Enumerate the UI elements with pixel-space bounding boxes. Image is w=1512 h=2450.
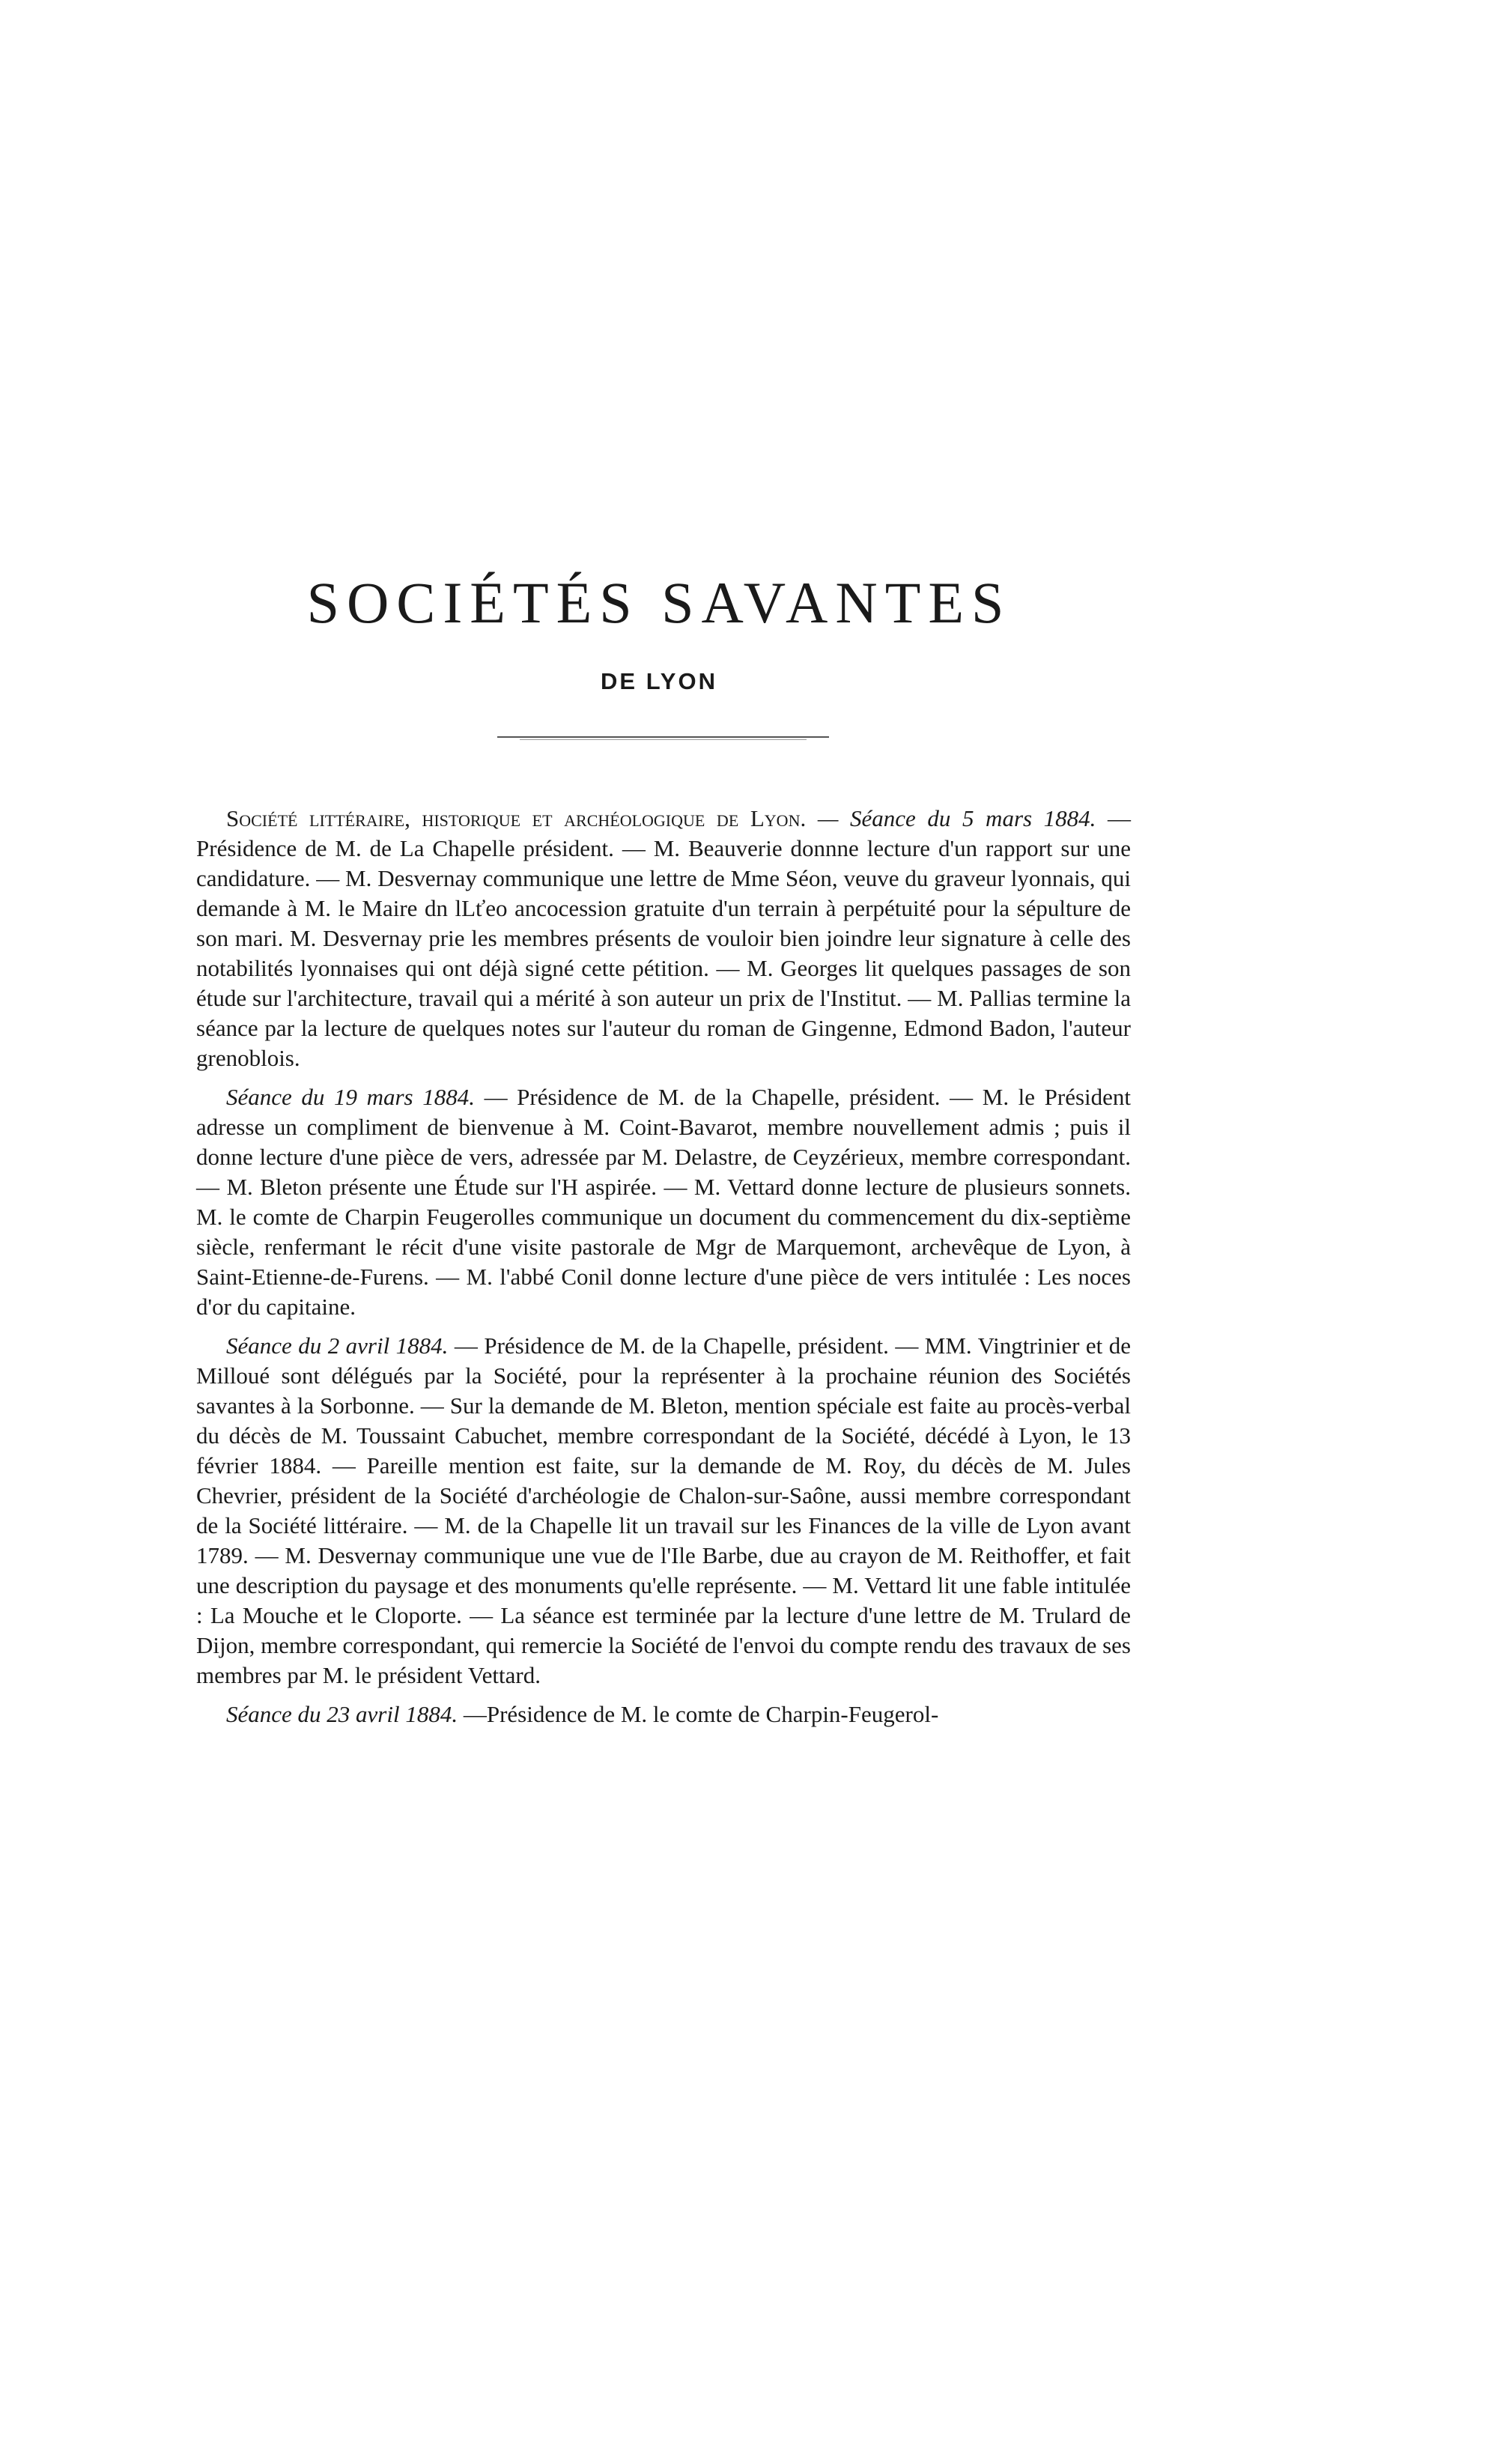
page-title: SOCIÉTÉS SAVANTES: [306, 570, 1012, 635]
seance-heading: Séance du 23 avril 1884.: [226, 1701, 458, 1727]
paragraph-seance-23-avril: [196, 1699, 1131, 1729]
paragraph-seance-2-avril: [196, 1331, 1131, 1691]
seance-heading: Séance du 2 avril 1884.: [226, 1332, 449, 1359]
society-name: Société littéraire, historique et archéologique de Lyon.: [226, 805, 807, 831]
paragraph-text: — Présidence de M. de la Chapelle, président. — MM. Vingtrinier et de Milloué sont délégués par la Société, pour la représenter à la prochaine réunion des Sociétés savantes à la Sorbonne. — Sur la demande de M. Bleton, mention spéciale est faite au procès-verbal du décès de M. Toussaint Cabuchet, membre correspondant de la Société, décédé à Lyon, le 13 février 1884. — Pareille mention est faite, sur la demande de M. Roy, du décès de M. Jules Chevrier, président de la Société d'archéologie de Chalon-sur-Saône, aussi membre correspondant de la Société littéraire. — M. de la Chapelle lit un travail sur les Finances de la ville de Lyon avant 1789. — M. Desvernay communique une vue de l'Ile Barbe, due au crayon de M. Reithoffer, et fait une description du paysage et des monuments qu'elle représente. — M. Vettard lit une fable intitulée : La Mouche et le Cloporte. — La séance est terminée par la lecture d'une lettre de M. Trulard de Dijon, membre correspondant, qui remercie la Société de l'envoi du compte rendu des travaux de ses membres par M. le président Vettard.: [196, 1332, 1132, 1688]
title-divider: [497, 736, 829, 738]
page-subtitle: DE LYON: [601, 668, 717, 694]
paragraph-text: — Présidence de M. de la Chapelle, président. — M. le Président adresse un compliment de bienvenue à M. Coint-Bavarot, membre nouvellement admis ; puis il donne lecture d'une pièce de vers, adressée par M. Delastre, de Ceyzérieux, membre correspondant. — M. Bleton présente une Étude sur l'H aspirée. — M. Vettard donne lecture de plusieurs sonnets. M. le comte de Charpin Feugerolles communique un document du commencement du dix-septième siècle, renfermant le récit d'une visite pastorale de Mgr de Marquemont, archevêque de Lyon, à Saint-Etienne-de-Furens. — M. l'abbé Conil donne lecture d'une pièce de vers intitulée : Les noces d'or du capitaine.: [196, 1084, 1132, 1320]
seance-heading: — Séance du 5 mars 1884.: [817, 805, 1096, 831]
paragraph-text: —Présidence de M. le comte de Charpin-Feugerol-: [463, 1701, 939, 1727]
paragraph-seance-5-mars: [196, 804, 1131, 1073]
article-body: [196, 804, 1131, 1738]
paragraph-seance-19-mars: [196, 1082, 1131, 1322]
paragraph-text: — Présidence de M. de La Chapelle président. — M. Beauverie donnne lecture d'un rapport sur une candidature. — M. Desvernay communique une lettre de Mme Séon, veuve du graveur lyonnais, qui demande à M. le Maire dn lLťeo ancocession gratuite d'un terrain à perpétuité pour la sépulture de son mari. M. Desvernay prie les membres présents de vouloir bien joindre leur signature à celle des notabilités lyonnaises qui ont déjà signé cette pétition. — M. Georges lit quelques passages de son étude sur l'architecture, travail qui a mérité à son auteur un prix de l'Institut. — M. Pallias termine la séance par la lecture de quelques notes sur l'auteur du roman de Gingenne, Edmond Badon, l'auteur grenoblois.: [196, 805, 1132, 1071]
seance-heading: Séance du 19 mars 1884.: [226, 1084, 475, 1110]
